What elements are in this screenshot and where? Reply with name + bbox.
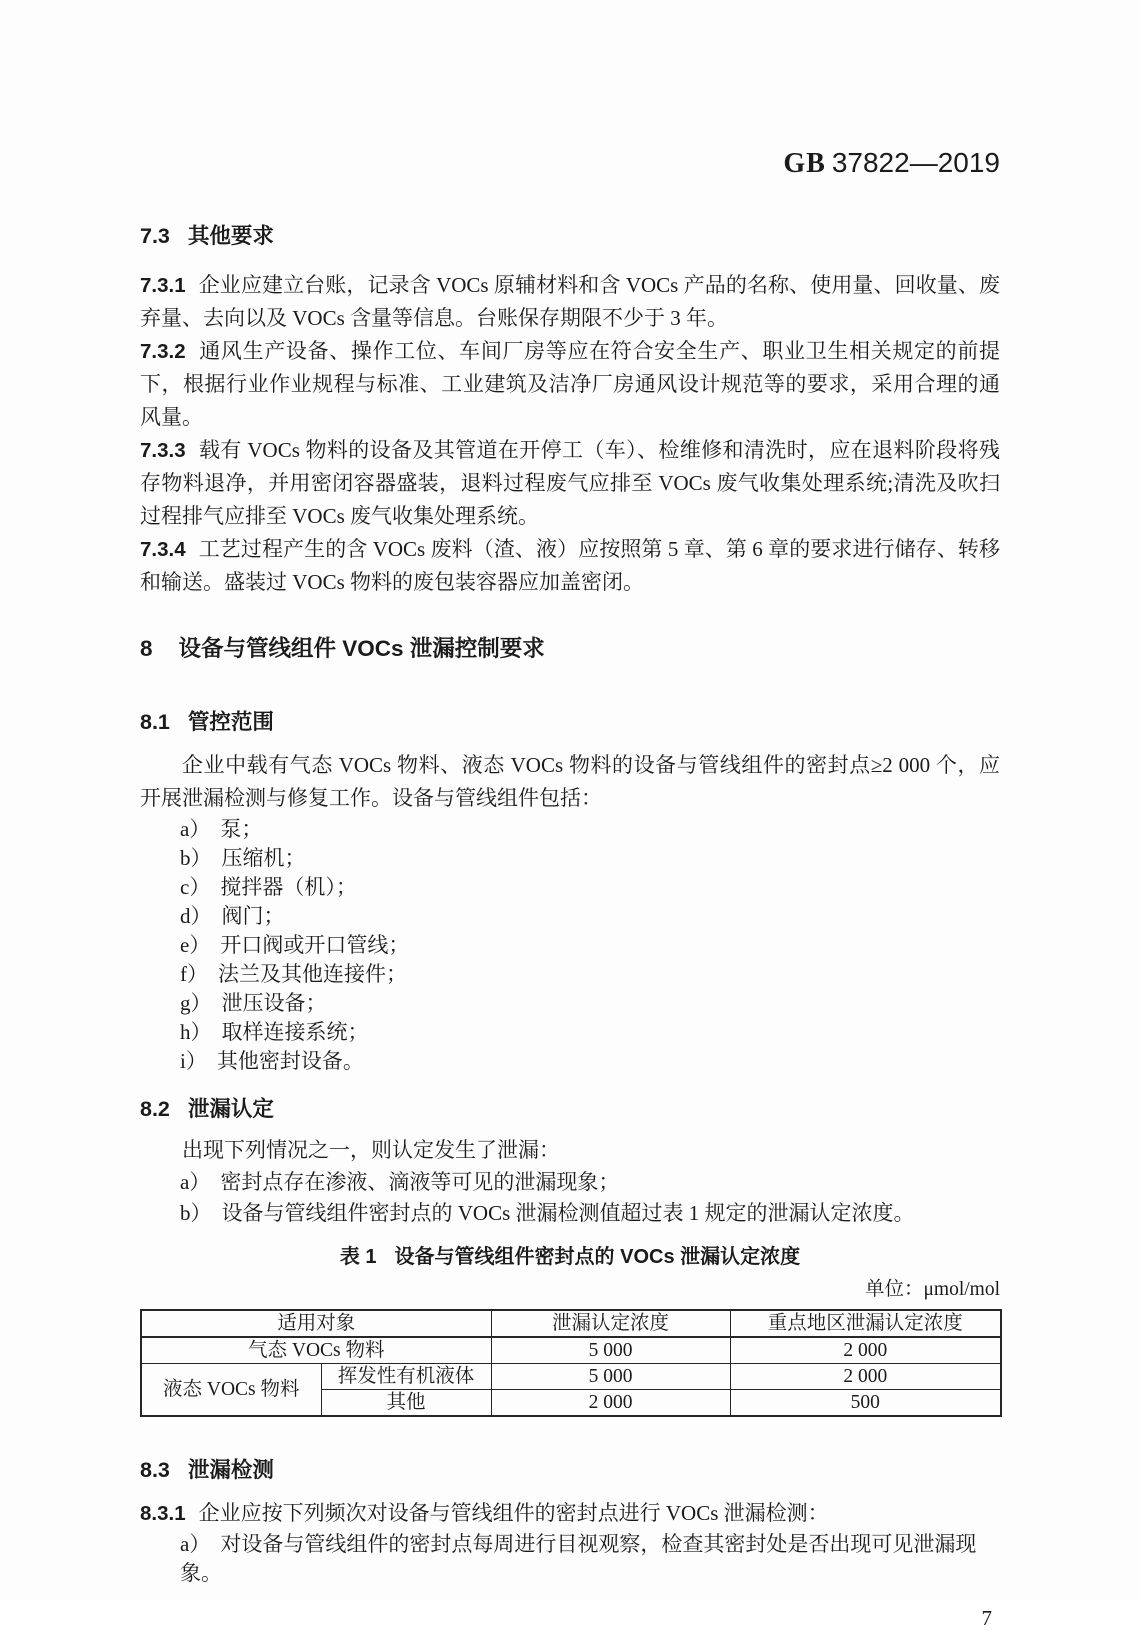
- table-cell-limit: 5 000: [491, 1337, 730, 1364]
- heading-8-2-title: 泄漏认定: [187, 1097, 274, 1121]
- heading-8-1-title: 管控范围: [187, 710, 274, 734]
- list-8-2: [180, 1167, 1000, 1228]
- table-row: [141, 1364, 1001, 1390]
- heading-8-1-number: 8.1: [140, 710, 170, 734]
- table-row: [141, 1337, 1001, 1364]
- paragraph-8-2-intro: 出现下列情况之一，则认定发生了泄漏：: [182, 1138, 560, 1162]
- list-marker: i）: [180, 1049, 207, 1073]
- heading-8-3: [140, 1457, 1000, 1483]
- list-item-b: [180, 844, 1000, 873]
- clause-8-3-1-text: 企业应按下列频次对设备与管线组件的密封点进行 VOCs 泄漏检测：: [198, 1501, 829, 1525]
- clause-7-3-2-text: 通风生产设备、操作工位、车间厂房等应在符合安全生产、职业卫生相关规定的前提下，根据行业作业规程与标准、工业建筑及洁净厂房通风设计规范等的要求，采用合理的通风量。: [140, 339, 1000, 429]
- list-item-text: 法兰及其他连接件；: [218, 962, 407, 986]
- table-header-row: [141, 1310, 1001, 1337]
- list-item-g: [180, 989, 1000, 1018]
- list-item-text: 泄压设备；: [221, 991, 327, 1015]
- table-cell-object: 气态 VOCs 物料: [141, 1337, 491, 1364]
- list-marker: b）: [180, 1200, 212, 1225]
- list-item-text: 压缩机；: [221, 846, 306, 870]
- table-cell-object: 液态 VOCs 物料: [141, 1364, 321, 1417]
- clause-7-3-3-number: 7.3.3: [140, 439, 186, 462]
- list-item-text: 对设备与管线组件的密封点每周进行目视观察，检查其密封处是否出现可见泄漏现象。: [180, 1532, 977, 1585]
- heading-8-3-title: 泄漏检测: [187, 1458, 274, 1482]
- clause-7-3-1-text: 企业应建立台账，记录含 VOCs 原辅材料和含 VOCs 产品的名称、使用量、回收量、废弃量、去向以及 VOCs 含量等信息。台账保存期限不少于 3 年。: [140, 273, 1000, 330]
- paragraph-8-1-intro: 企业中载有气态 VOCs 物料、液态 VOCs 物料的设备与管线组件的密封点≥2 000 个，应开展泄漏检测与修复工作。设备与管线组件包括：: [140, 753, 1000, 810]
- list-8-1: [180, 815, 1000, 1076]
- list-item-text: 取样连接系统；: [221, 1020, 369, 1044]
- clause-7-3-1: [140, 269, 1000, 335]
- clause-7-3-2-number: 7.3.2: [140, 340, 186, 363]
- list-marker: c）: [180, 875, 211, 899]
- table-cell-subtype: 其他: [321, 1390, 491, 1417]
- list-item-text: 密封点存在渗液、滴液等可见的泄漏现象；: [220, 1170, 620, 1194]
- table-1: [140, 1309, 1002, 1417]
- list-item-c: [180, 873, 1000, 902]
- table-header-limit: 泄漏认定浓度: [491, 1310, 730, 1337]
- list-item-h: [180, 1018, 1000, 1047]
- list-marker: e）: [180, 933, 211, 957]
- table-cell-limit: 5 000: [491, 1364, 730, 1390]
- heading-7-3-number: 7.3: [140, 224, 170, 248]
- heading-7-3-title: 其他要求: [187, 224, 274, 248]
- list-item-text: 开口阀或开口管线；: [220, 933, 410, 957]
- list-item-text: 搅拌器（机）；: [220, 875, 357, 899]
- list-marker: h）: [180, 1020, 212, 1044]
- clause-7-3-4-text: 工艺过程产生的含 VOCs 废料（渣、液）应按照第 5 章、第 6 章的要求进行储存、转移和输送。盛装过 VOCs 物料的废包装容器应加盖密闭。: [140, 537, 1000, 594]
- standard-code: [140, 148, 1000, 179]
- list-marker: a）: [180, 1532, 211, 1556]
- list-item-a: [180, 1530, 1000, 1588]
- list-marker: b）: [180, 846, 212, 870]
- table-cell-key-region-limit: 2 000: [730, 1337, 1001, 1364]
- page-number: 7: [981, 1606, 992, 1630]
- table-1-unit: 单位：μmol/mol: [864, 1279, 1000, 1300]
- list-marker: a）: [180, 817, 211, 841]
- heading-8-2-number: 8.2: [140, 1097, 170, 1121]
- list-item-text: 阀门；: [221, 904, 285, 928]
- clause-7-3-4: [140, 533, 1000, 599]
- list-marker: d）: [180, 904, 212, 928]
- list-item-i: [180, 1047, 1000, 1076]
- clause-7-3-3: [140, 434, 1000, 533]
- table-1-caption-text: 设备与管线组件密封点的 VOCs 泄漏认定浓度: [394, 1246, 801, 1268]
- list-item-d: [180, 902, 1000, 931]
- table-header-object: 适用对象: [141, 1310, 491, 1337]
- clause-7-3-2: [140, 335, 1000, 434]
- list-item-f: [180, 960, 1000, 989]
- heading-8-2: [140, 1096, 1000, 1122]
- heading-8-number: 8: [140, 636, 153, 661]
- list-8-3: [180, 1530, 1000, 1588]
- clause-8-3-1: [140, 1497, 1000, 1530]
- list-item-text: 其他密封设备。: [216, 1049, 364, 1073]
- heading-8: [140, 635, 1000, 663]
- clause-7-3-3-text: 载有 VOCs 物料的设备及其管道在开停工（车）、检维修和清洗时，应在退料阶段将残存物料退净，并用密闭容器盛装，退料过程废气应排至 VOCs 废气收集处理系统;清洗及吹扫过程排气应排至 VOCs 废气收集处理系统。: [140, 438, 1000, 528]
- clause-7-3-1-number: 7.3.1: [140, 274, 186, 297]
- heading-8-title: 设备与管线组件 VOCs 泄漏控制要求: [178, 636, 545, 661]
- table-header-key-region-limit: 重点地区泄漏认定浓度: [730, 1310, 1001, 1337]
- heading-7-3: [140, 223, 1000, 249]
- list-item-a: [180, 1167, 1000, 1198]
- table-1-caption-label: 表 1: [339, 1246, 377, 1268]
- list-marker: f）: [180, 962, 208, 986]
- list-item-a: [180, 815, 1000, 844]
- standard-code-prefix: GB: [783, 148, 826, 179]
- clause-8-3-1-number: 8.3.1: [140, 1502, 186, 1525]
- clause-7-3-4-number: 7.3.4: [140, 538, 186, 561]
- table-cell-key-region-limit: 500: [730, 1390, 1001, 1417]
- heading-8-3-number: 8.3: [140, 1458, 170, 1482]
- list-item-text: 泵；: [220, 817, 263, 841]
- table-cell-key-region-limit: 2 000: [730, 1364, 1001, 1390]
- standard-code-number: 37822—2019: [831, 147, 1000, 178]
- list-marker: a）: [180, 1170, 211, 1194]
- table-cell-subtype: 挥发性有机液体: [321, 1364, 491, 1390]
- list-item-e: [180, 931, 1000, 960]
- table-1-caption: [140, 1244, 1000, 1270]
- heading-8-1: [140, 709, 1000, 735]
- table-cell-limit: 2 000: [491, 1390, 730, 1417]
- list-item-text: 设备与管线组件密封点的 VOCs 泄漏检测值超过表 1 规定的泄漏认定浓度。: [221, 1200, 915, 1225]
- list-marker: g）: [180, 991, 212, 1015]
- list-item-b: [180, 1198, 1000, 1229]
